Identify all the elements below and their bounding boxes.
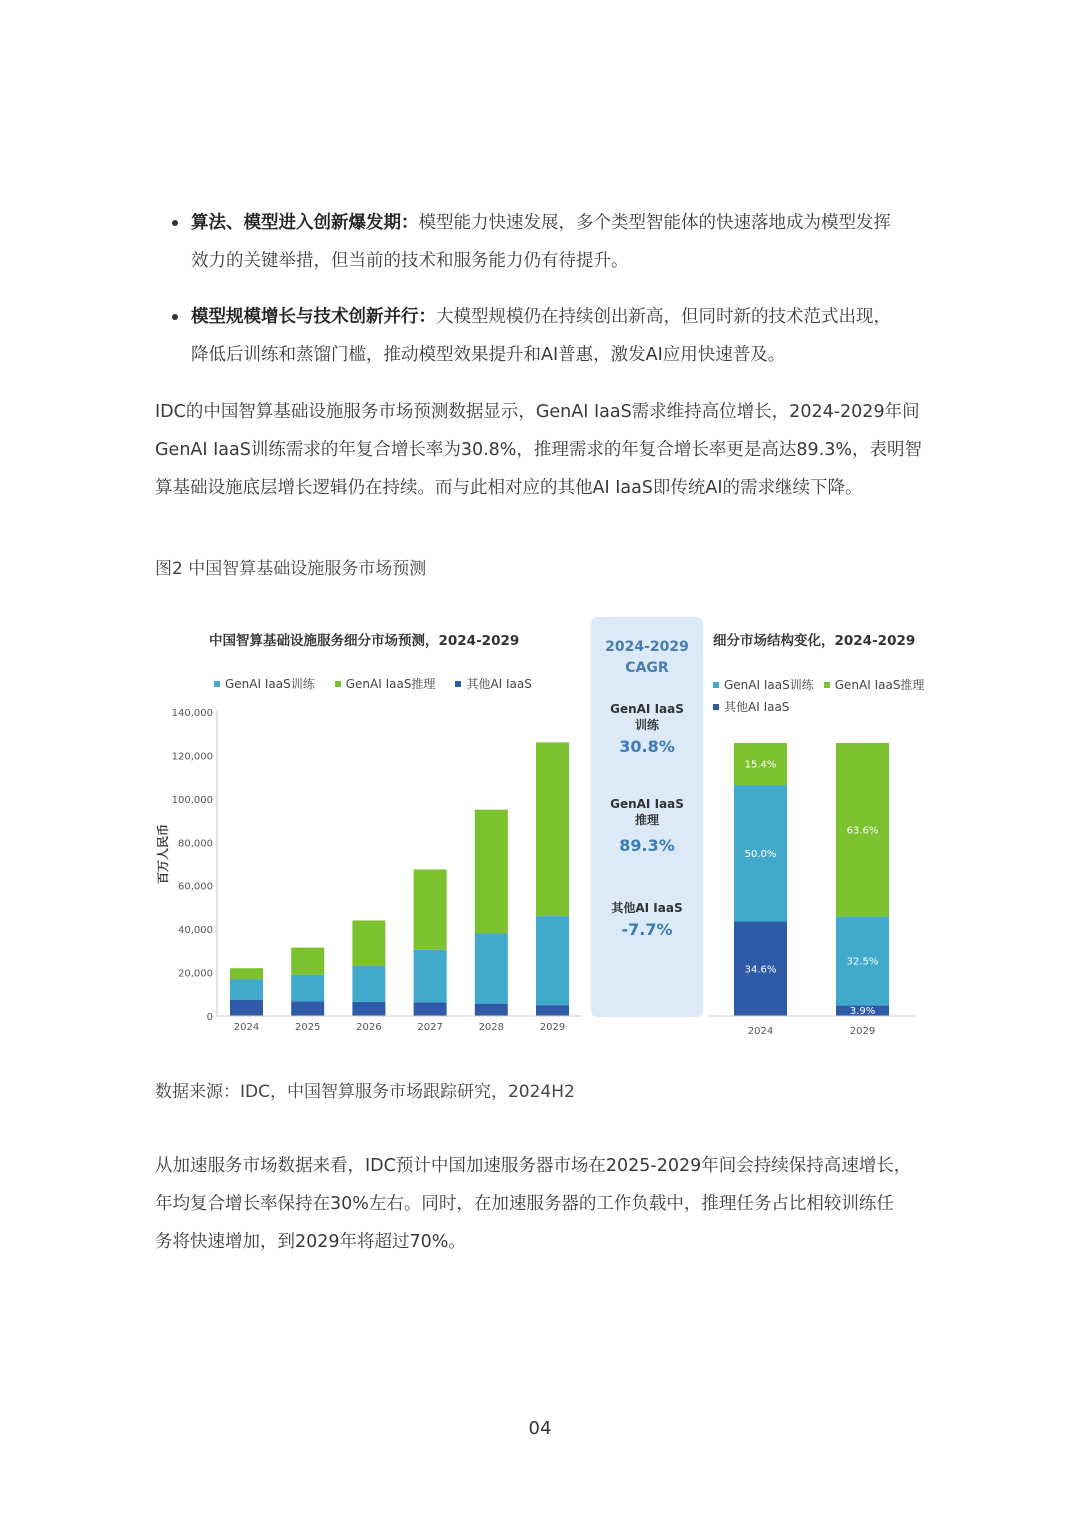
cagr-item-label: GenAI IaaS [610, 702, 684, 716]
bar-segment-inference-2024 [230, 968, 263, 979]
data-label: 32.5% [846, 956, 879, 968]
paragraph-line: 从加速服务市场数据来看，IDC预计中国加速服务器市场在2025-2029年间会持续保持高速增长， [155, 1156, 912, 1176]
bullet-marker [172, 314, 178, 320]
bar-segment-other-2024 [230, 1000, 263, 1016]
x-tick-label: 2024 [233, 1022, 260, 1033]
chart2-plot [705, 735, 920, 1045]
bar-segment-training-2028 [475, 933, 508, 1003]
y-tick-label: 0 [206, 1012, 213, 1023]
bar-segment-inference-2025 [291, 948, 324, 975]
data-label: 63.6% [846, 825, 879, 837]
bullet-item-2 [191, 298, 951, 374]
bullet-text: 模型能力快速发展，多个类型智能体的快速落地成为模型发挥 [418, 213, 891, 233]
legend-swatch-other [455, 681, 461, 687]
bar-segment-other-2029 [536, 1005, 569, 1016]
data-label: 34.6% [744, 964, 777, 976]
bar-segment-inference-2029 [536, 742, 569, 916]
bullet-text: 大模型规模仍在持续创出新高，但同时新的技术范式出现， [436, 307, 891, 327]
paragraph-line: GenAI IaaS训练需求的年复合增长率为30.8%，推理需求的年复合增长率更是高达89.3%，表明智 [155, 440, 923, 460]
x-tick-label: 2027 [417, 1022, 443, 1033]
bullet-heading: 算法、模型进入创新爆发期： [191, 213, 419, 233]
legend-label: GenAI IaaS训练 [225, 677, 315, 691]
bar-segment-training-2027 [414, 950, 447, 1003]
x-tick-label: 2026 [356, 1022, 382, 1033]
y-tick-label: 60,000 [178, 881, 213, 893]
x-tick-label: 2028 [478, 1022, 505, 1033]
bullet-item-1 [191, 204, 951, 280]
data-label: 15.4% [744, 759, 777, 771]
bar-segment-training-2025 [291, 975, 324, 1002]
data-source: 数据来源：IDC，中国智算服务市场跟踪研究，2024H2 [155, 1082, 575, 1102]
bar-segment-other-2025 [291, 1001, 324, 1016]
chart2-legend-row2 [713, 698, 789, 715]
data-label: 50.0% [744, 848, 777, 860]
y-axis-label: 百万人民币 [156, 823, 170, 885]
bar-segment-other-2028 [475, 1004, 508, 1016]
x-tick-label: 2029 [539, 1022, 566, 1033]
legend-swatch-training [214, 681, 220, 687]
paragraph-accelerated-servers [155, 1147, 955, 1261]
bullet-text: 降低后训练和蒸馏门槛，推动模型效果提升和AI普惠，激发AI应用快速普及。 [191, 345, 786, 365]
legend-label: 其他AI IaaS [724, 700, 790, 714]
data-label: 3.9% [849, 1006, 876, 1018]
x-tick-label: 2024 [747, 1026, 774, 1037]
legend-label: GenAI IaaS推理 [834, 678, 925, 692]
bar-segment-other-2027 [414, 1003, 447, 1016]
chart1-title: 中国智算基础设施服务细分市场预测，2024-2029 [209, 633, 520, 649]
cagr-item-value: 89.3% [619, 836, 675, 855]
y-tick-label: 80,000 [178, 838, 213, 850]
cagr-header-label: CAGR [625, 660, 669, 676]
legend-label: GenAI IaaS训练 [724, 678, 814, 692]
x-tick-label: 2025 [294, 1022, 321, 1033]
y-tick-label: 100,000 [171, 794, 213, 806]
cagr-item-value: 30.8% [619, 737, 675, 756]
cagr-item-label: GenAI IaaS [610, 797, 684, 811]
legend-swatch-inference [335, 681, 341, 687]
chart2-legend [713, 676, 924, 693]
y-tick-label: 20,000 [178, 968, 213, 980]
cagr-item-label: 推理 [634, 813, 659, 827]
bar-segment-training-2026 [352, 966, 385, 1002]
chart1-legend [214, 675, 532, 692]
cagr-item-label: 其他AI IaaS [611, 901, 683, 915]
bar-segment-inference-2026 [352, 920, 385, 966]
paragraph-line: 年均复合增长率保持在30%左右。同时，在加速服务器的工作负载中，推理任务占比相较训练任 [155, 1194, 894, 1214]
chart2-title: 细分市场结构变化，2024-2029 [713, 633, 916, 649]
bar-segment-inference-2028 [475, 810, 508, 934]
legend-label: GenAI IaaS推理 [345, 677, 436, 691]
legend-label: 其他AI IaaS [466, 677, 532, 691]
legend-swatch-training [713, 682, 719, 688]
paragraph-line: 算基础设施底层增长逻辑仍在持续。而与此相对应的其他AI IaaS即传统AI的需求继续下降。 [155, 478, 863, 498]
bar-segment-inference-2027 [414, 869, 447, 949]
paragraph-line: IDC的中国智算基础设施服务市场预测数据显示，GenAI IaaS需求维持高位增长，2024-2029年间 [155, 402, 920, 422]
bar-segment-training-2024 [230, 979, 263, 1000]
bar-segment-other-2026 [352, 1002, 385, 1016]
cagr-item-label: 训练 [634, 718, 659, 732]
x-tick-label: 2029 [849, 1026, 876, 1037]
page-number: 04 [528, 1418, 552, 1439]
y-tick-label: 140,000 [171, 708, 213, 719]
y-tick-label: 120,000 [171, 751, 213, 763]
cagr-item-value: -7.7% [621, 920, 673, 939]
y-tick-label: 40,000 [178, 925, 213, 937]
paragraph-line: 务将快速增加，到2029年将超过70%。 [155, 1232, 466, 1252]
bullet-marker [172, 220, 178, 226]
bullet-heading: 模型规模增长与技术创新并行： [191, 307, 436, 327]
bar-segment-training-2029 [536, 916, 569, 1005]
chart1-plot [140, 700, 590, 1045]
paragraph-idc-forecast [155, 393, 955, 507]
legend-swatch-other [713, 704, 719, 710]
cagr-header-years: 2024-2029 [605, 639, 689, 655]
figure-caption: 图2 中国智算基础设施服务市场预测 [155, 559, 427, 579]
bullet-text: 效力的关键举措，但当前的技术和服务能力仍有待提升。 [191, 251, 629, 271]
cagr-panel [591, 617, 703, 1017]
legend-swatch-inference [824, 682, 830, 688]
